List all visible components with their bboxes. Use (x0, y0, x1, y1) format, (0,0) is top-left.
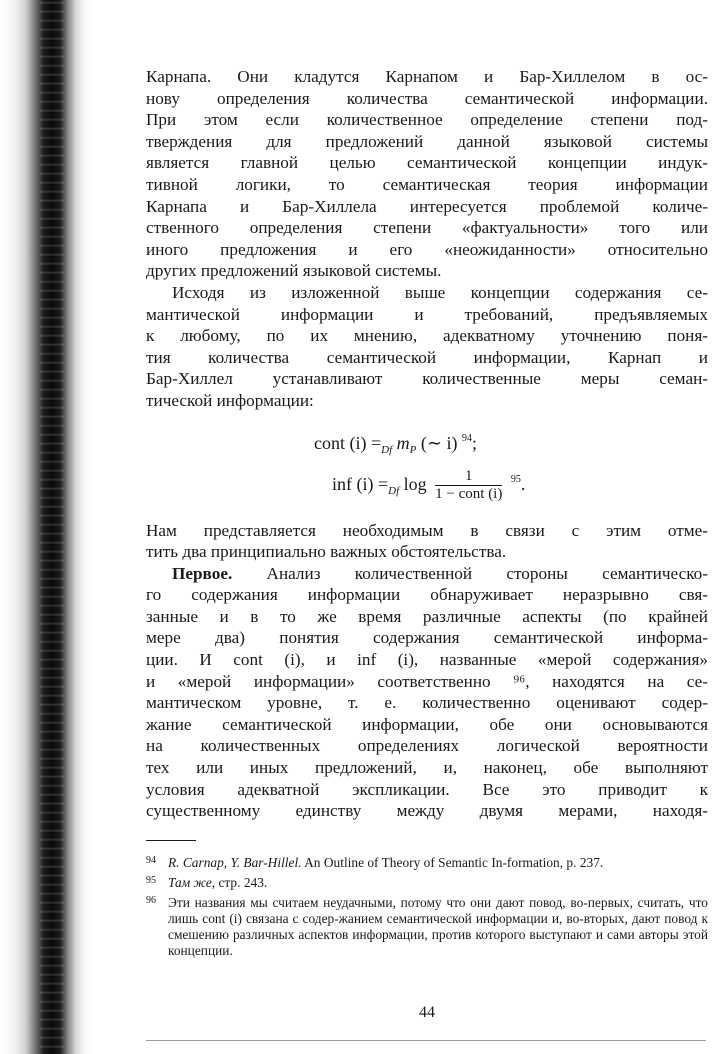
page-number: 44 (419, 1004, 435, 1021)
text-line: мере два) понятия содержания семантической информа- (146, 628, 708, 648)
text-line: Карнапа и Бар-Хиллела интересуется проблемой количе- (146, 196, 708, 216)
text-line: тить два принципиально важных обстоятельства. (146, 542, 507, 562)
text-line: иного предложения и его «неожиданности» относительно (146, 239, 708, 259)
footnote-text: стр. 243. (215, 874, 268, 890)
page-body (146, 66, 708, 1021)
text-line: Бар-Хиллел устанавливают количественные меры семан- (146, 369, 708, 389)
text-line: ции. И cont (i), и inf (i), названные «мерой содержания» (146, 650, 708, 670)
page-bottom-edge (146, 1040, 706, 1041)
footnote-author: Там же, (168, 874, 216, 890)
formula-inf-lhs: inf (i) = (332, 473, 389, 494)
formula-cont (146, 424, 708, 465)
text-line: жание семантической информации, обе они основываются (146, 714, 708, 734)
fraction-denominator: 1 − cont (i) (435, 485, 503, 502)
text-line: При этом если количественное определение степени под- (146, 110, 708, 130)
paragraph-3 (146, 520, 708, 563)
footnote-text: An Outline of Theory of Semantic In-formation, p. 237. (301, 854, 604, 870)
text-line: тверждения для предложений данной языковой системы (146, 131, 708, 151)
paragraph-1 (146, 66, 708, 282)
formula-inf-sub: Df (388, 484, 400, 497)
formula-inf-tail: . (520, 473, 526, 494)
text-line: мантической информации и требований, предъявляемых (146, 304, 708, 324)
text-line: Карнапа. Они кладутся Карнапом и Бар-Хиллелом в ос- (146, 67, 708, 86)
paragraph-4 (146, 563, 708, 822)
text-line: ственного определения степени «фактуальности» того или (146, 218, 708, 238)
text-line: Исходя из изложенной выше концепции содержания се- (172, 282, 708, 302)
formula-cont-lhs: cont (i) = (314, 432, 382, 453)
formula-inf-log: log (403, 473, 427, 494)
text-line: других предложений языковой системы. (146, 261, 442, 281)
text-line: тия количества семантической информации, Карнап и (146, 347, 708, 367)
text-line: является главной целью семантической концепции индук- (146, 153, 708, 173)
footnote-separator (146, 840, 196, 841)
footnote-mark: 94 (146, 854, 156, 866)
formula-cont-tail: ; (471, 432, 477, 453)
formula-block (146, 424, 708, 506)
formula-cont-sub: Df (381, 443, 393, 456)
book-spine-shadow (0, 0, 92, 1054)
text-line: и «мерой информации» соответственно ⁹⁶, находятся на се- (146, 671, 708, 691)
text-line: на количественных определениях логической вероятности (146, 736, 708, 756)
paragraph-lead: Первое. (172, 563, 233, 583)
text-line: существенному единству между двумя мерами, находя- (146, 801, 708, 821)
formula-cont-m: m (396, 432, 410, 453)
text-line: условия адекватной экспликации. Все это приводит к (146, 779, 708, 799)
footnote-mark: 95 (146, 874, 156, 886)
footnotes (146, 853, 708, 959)
text-line: занные и в то же время различные аспекты (по крайней (146, 606, 708, 626)
text-line-rest: Анализ количественной стороны семантическо- (232, 563, 708, 583)
footnote-author: R. Carnap, Y. Bar-Hillel. (168, 854, 302, 870)
footnote-ref-94: 94 (461, 432, 472, 444)
text-line: Нам представляется необходимым в связи с этим отме- (146, 520, 708, 540)
footnote-95 (146, 873, 708, 891)
text-line: мантическом уровне, т. е. количественно оценивают содер- (146, 693, 708, 713)
text-line: тех или иных предложений, и, наконец, обе выполняют (146, 758, 708, 778)
footnote-mark: 96 (146, 894, 156, 906)
footnote-ref-95: 95 (510, 473, 521, 485)
footnote-94 (146, 853, 708, 871)
formula-cont-arg: (∼ i) (420, 432, 458, 453)
text-line: тической информации: (146, 390, 314, 410)
text-line: го содержания информации обнаруживает неразрывно свя- (146, 585, 708, 605)
text-line: нову определения количества семантической информации. (146, 88, 708, 108)
formula-inf (146, 465, 708, 506)
text-line: тивной логики, то семантическая теория информации (146, 174, 708, 194)
text-line (146, 563, 708, 585)
text-line: к любому, по их мнению, адекватному уточнению поня- (146, 326, 708, 346)
formula-inf-fraction (435, 468, 502, 503)
footnote-text: Эти названия мы считаем неудачными, потому что они дают повод, во-первых, считать, что лишь cont (i) связана с содер-жанием семантической информации и, во-вторых, дают повод к смешению различных аспектов информации, против которого выступают и сами авторы этой концепции. (168, 894, 708, 958)
footnote-96 (146, 893, 708, 959)
fraction-numerator: 1 (435, 468, 502, 486)
paragraph-2 (146, 282, 708, 412)
formula-cont-m-sub: P (409, 443, 417, 456)
